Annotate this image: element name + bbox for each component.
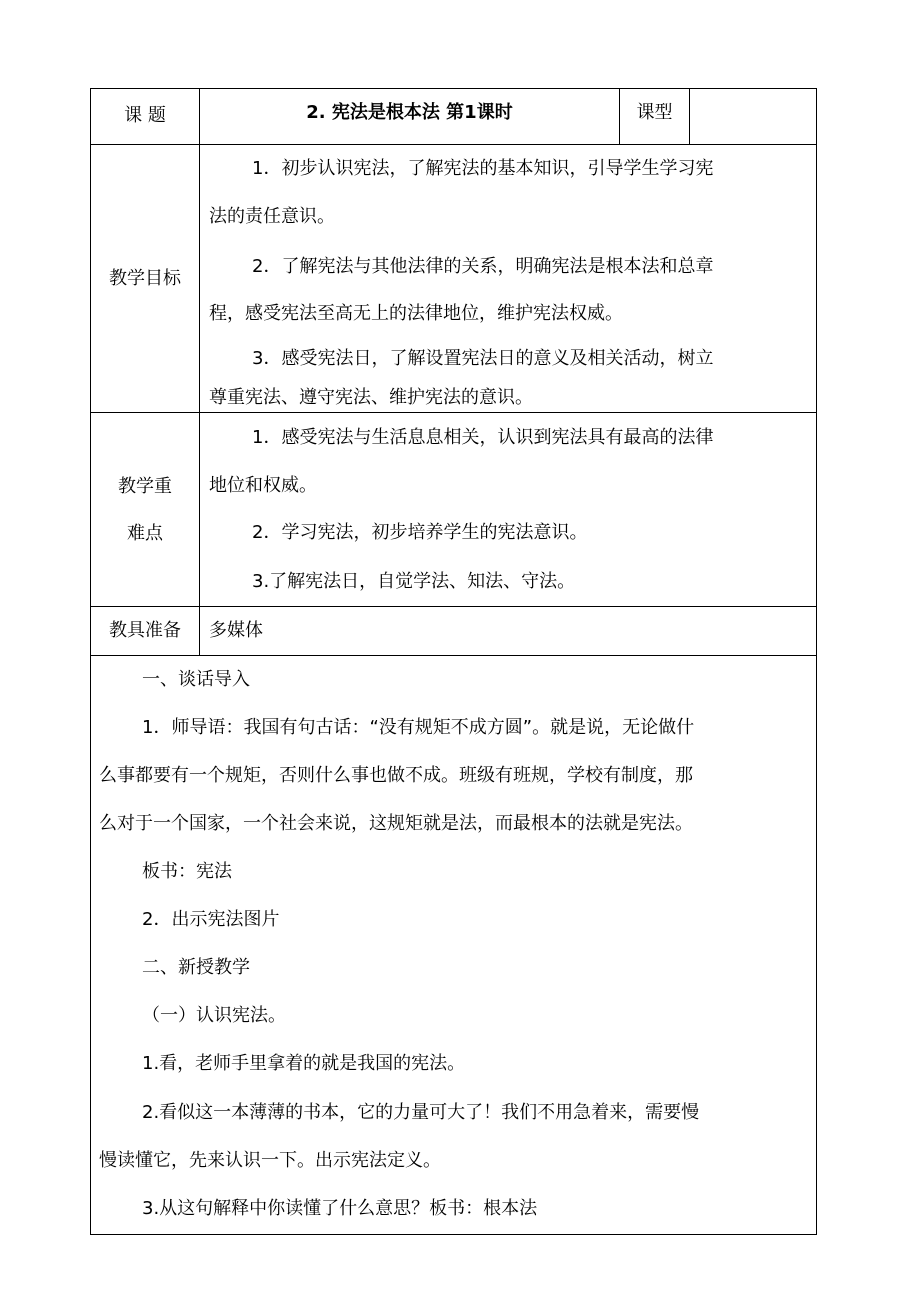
materials-label: 教具准备 — [109, 620, 181, 641]
keypoint-2: 2．学习宪法，初步培养学生的宪法意识。 — [252, 522, 588, 543]
column-divider-type — [689, 88, 690, 144]
goal-3-line-1: 3．感受宪法日，了解设置宪法日的意义及相关活动，树立 — [252, 348, 714, 369]
row-divider-materials — [90, 655, 817, 656]
process-line-7: 二、新授教学 — [142, 957, 250, 978]
process-line-12: 3.从这句解释中你读懂了什么意思？板书：根本法 — [142, 1198, 538, 1219]
process-line-5: 板书：宪法 — [142, 861, 232, 882]
column-divider-label — [199, 88, 200, 655]
keypoint-1-line-2: 地位和权威。 — [209, 475, 317, 496]
process-line-3: 么事都要有一个规矩，否则什么事也做不成。班级有班规，学校有制度，那 — [99, 765, 693, 786]
goal-1-line-2: 法的责任意识。 — [209, 206, 335, 227]
goal-2-line-2: 程，感受宪法至高无上的法律地位，维护宪法权威。 — [209, 303, 623, 324]
process-line-10: 2.看似这一本薄薄的书本，它的力量可大了！我们不用急着来，需要慢 — [142, 1102, 700, 1123]
process-line-2: 1．师导语：我国有句古话：“没有规矩不成方圆”。就是说，无论做什 — [142, 717, 695, 738]
goal-1-line-1: 1．初步认识宪法，了解宪法的基本知识，引导学生学习宪 — [252, 158, 714, 179]
process-line-4: 么对于一个国家，一个社会来说，这规矩就是法，而最根本的法就是宪法。 — [99, 813, 693, 834]
process-line-9: 1.看，老师手里拿着的就是我国的宪法。 — [142, 1053, 466, 1074]
keypoints-label-line-2: 难点 — [127, 523, 163, 544]
topic-label: 课 题 — [124, 105, 166, 126]
process-line-8: （一）认识宪法。 — [142, 1005, 286, 1026]
process-line-1: 一、谈话导入 — [142, 669, 250, 690]
keypoint-3: 3.了解宪法日，自觉学法、知法、守法。 — [252, 571, 576, 592]
goal-3-line-2: 尊重宪法、遵守宪法、维护宪法的意识。 — [209, 387, 533, 408]
materials-value: 多媒体 — [209, 620, 263, 641]
lesson-title: 2. 宪法是根本法 第1课时 — [306, 102, 513, 123]
process-line-11: 慢读懂它，先来认识一下。出示宪法定义。 — [99, 1150, 441, 1171]
keypoints-label-line-1: 教学重 — [118, 476, 172, 497]
type-label: 课型 — [636, 102, 673, 123]
goal-2-line-1: 2．了解宪法与其他法律的关系，明确宪法是根本法和总章 — [252, 256, 714, 277]
goals-label: 教学目标 — [109, 268, 181, 289]
process-line-6: 2．出示宪法图片 — [142, 909, 280, 930]
keypoint-1-line-1: 1．感受宪法与生活息息相关，认识到宪法具有最高的法律 — [252, 427, 714, 448]
